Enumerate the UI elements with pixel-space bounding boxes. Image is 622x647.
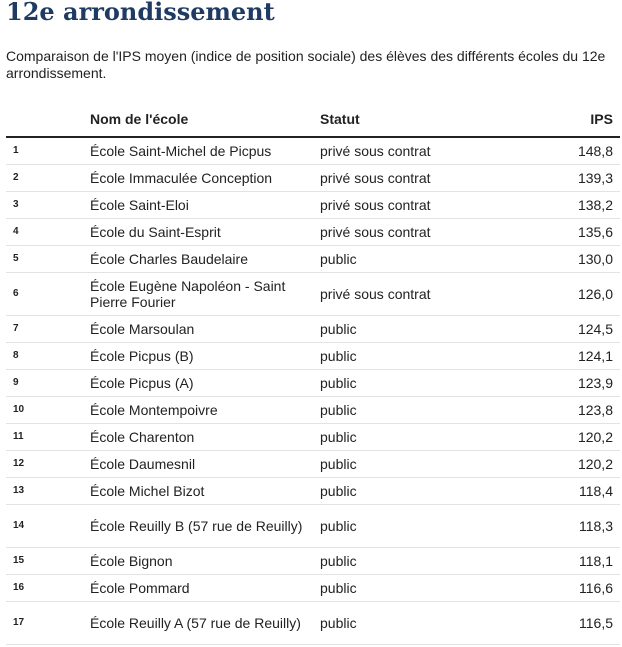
table-row bbox=[6, 602, 620, 645]
table-header-row bbox=[6, 102, 620, 137]
ips-table bbox=[6, 102, 620, 645]
row-rank: 15 bbox=[6, 548, 90, 575]
page-description: Comparaison de l'IPS moyen (indice de position sociale) des élèves des différents écoles du 12e arrondissement. bbox=[6, 48, 606, 81]
table-row bbox=[6, 451, 620, 478]
row-rank: 5 bbox=[6, 246, 90, 273]
row-rank: 3 bbox=[6, 192, 90, 219]
row-school: École Saint-Eloi bbox=[90, 192, 320, 219]
table-row bbox=[6, 137, 620, 165]
table-row bbox=[6, 246, 620, 273]
row-status: public bbox=[320, 575, 520, 602]
row-rank: 6 bbox=[6, 273, 90, 316]
row-school: École Michel Bizot bbox=[90, 478, 320, 505]
row-school: École Charenton bbox=[90, 424, 320, 451]
row-school: École Picpus (A) bbox=[90, 370, 320, 397]
row-rank: 11 bbox=[6, 424, 90, 451]
row-ips: 124,5 bbox=[520, 316, 620, 343]
row-status: public bbox=[320, 478, 520, 505]
row-rank: 1 bbox=[6, 137, 90, 165]
row-ips: 116,5 bbox=[520, 602, 620, 645]
row-ips: 123,9 bbox=[520, 370, 620, 397]
row-status: public bbox=[320, 316, 520, 343]
row-ips: 124,1 bbox=[520, 343, 620, 370]
row-status: privé sous contrat bbox=[320, 165, 520, 192]
row-status: public bbox=[320, 602, 520, 645]
header-rank bbox=[6, 102, 90, 137]
table-row bbox=[6, 165, 620, 192]
table-row bbox=[6, 548, 620, 575]
table-row bbox=[6, 316, 620, 343]
row-rank: 16 bbox=[6, 575, 90, 602]
table-row bbox=[6, 343, 620, 370]
header-school[interactable]: Nom de l'école bbox=[90, 102, 320, 137]
page-title: 12e arrondissement bbox=[6, 0, 275, 26]
row-ips: 130,0 bbox=[520, 246, 620, 273]
row-status: public bbox=[320, 505, 520, 548]
table-row bbox=[6, 192, 620, 219]
row-status: privé sous contrat bbox=[320, 219, 520, 246]
table-row bbox=[6, 219, 620, 246]
row-rank: 8 bbox=[6, 343, 90, 370]
row-status: public bbox=[320, 246, 520, 273]
row-school: École Daumesnil bbox=[90, 451, 320, 478]
row-status: public bbox=[320, 397, 520, 424]
row-ips: 138,2 bbox=[520, 192, 620, 219]
table-row bbox=[6, 370, 620, 397]
row-ips: 139,3 bbox=[520, 165, 620, 192]
row-ips: 120,2 bbox=[520, 451, 620, 478]
row-status: public bbox=[320, 424, 520, 451]
row-rank: 12 bbox=[6, 451, 90, 478]
row-ips: 118,3 bbox=[520, 505, 620, 548]
table-row bbox=[6, 575, 620, 602]
row-status: public bbox=[320, 548, 520, 575]
row-rank: 9 bbox=[6, 370, 90, 397]
table-row bbox=[6, 478, 620, 505]
row-ips: 126,0 bbox=[520, 273, 620, 316]
table-row bbox=[6, 505, 620, 548]
row-school: École Saint-Michel de Picpus bbox=[90, 137, 320, 165]
row-rank: 10 bbox=[6, 397, 90, 424]
row-ips: 123,8 bbox=[520, 397, 620, 424]
row-school: École Marsoulan bbox=[90, 316, 320, 343]
row-status: public bbox=[320, 343, 520, 370]
row-school: École Pommard bbox=[90, 575, 320, 602]
row-ips: 118,4 bbox=[520, 478, 620, 505]
header-status[interactable]: Statut bbox=[320, 102, 520, 137]
row-school: École Immaculée Conception bbox=[90, 165, 320, 192]
row-status: privé sous contrat bbox=[320, 137, 520, 165]
table-row bbox=[6, 424, 620, 451]
row-school: École du Saint-Esprit bbox=[90, 219, 320, 246]
row-rank: 4 bbox=[6, 219, 90, 246]
row-school: École Charles Baudelaire bbox=[90, 246, 320, 273]
row-status: public bbox=[320, 451, 520, 478]
row-ips: 148,8 bbox=[520, 137, 620, 165]
row-ips: 118,1 bbox=[520, 548, 620, 575]
row-school: École Eugène Napoléon - Saint Pierre Fourier bbox=[90, 273, 320, 316]
row-ips: 120,2 bbox=[520, 424, 620, 451]
row-rank: 14 bbox=[6, 505, 90, 548]
row-ips: 135,6 bbox=[520, 219, 620, 246]
row-ips: 116,6 bbox=[520, 575, 620, 602]
row-rank: 17 bbox=[6, 602, 90, 645]
row-school: École Reuilly B (57 rue de Reuilly) bbox=[90, 505, 320, 548]
row-school: École Picpus (B) bbox=[90, 343, 320, 370]
row-rank: 2 bbox=[6, 165, 90, 192]
header-ips[interactable]: IPS bbox=[520, 102, 620, 137]
row-rank: 7 bbox=[6, 316, 90, 343]
row-school: École Montempoivre bbox=[90, 397, 320, 424]
row-status: privé sous contrat bbox=[320, 192, 520, 219]
row-status: public bbox=[320, 370, 520, 397]
table-row bbox=[6, 273, 620, 316]
table-row bbox=[6, 397, 620, 424]
row-status: privé sous contrat bbox=[320, 273, 520, 316]
row-school: École Bignon bbox=[90, 548, 320, 575]
row-school: École Reuilly A (57 rue de Reuilly) bbox=[90, 602, 320, 645]
row-rank: 13 bbox=[6, 478, 90, 505]
